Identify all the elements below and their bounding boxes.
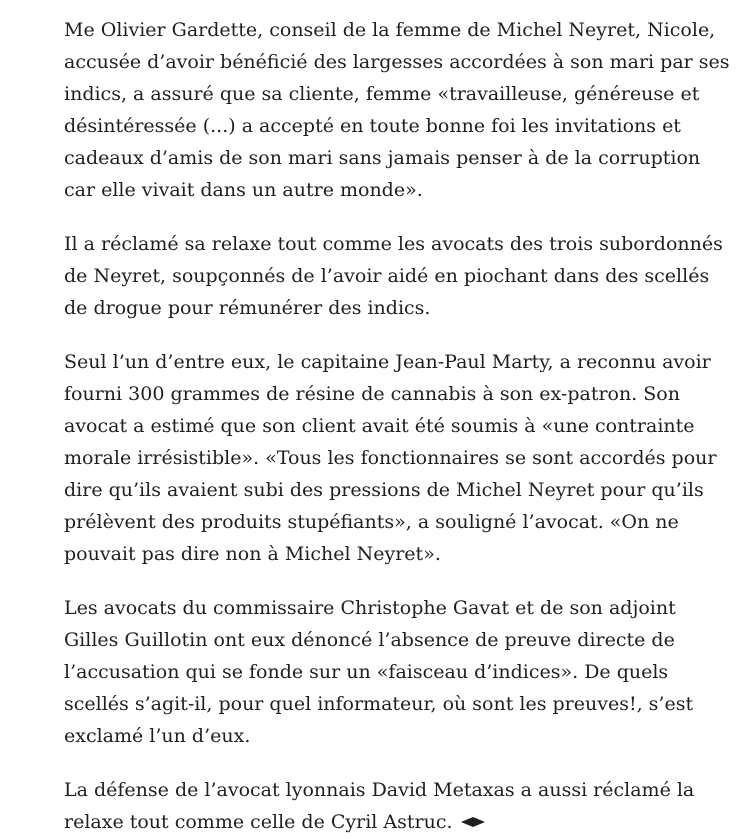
end-of-article-icon [461,805,485,837]
paragraph-5 [64,774,736,839]
paragraph-2: Il a réclamé sa relaxe tout comme les avocats des trois subordonnés de Neyret, soupçonnés de l’avoir aidé en piochant dans des scellés de drogue pour rémunérer des indics. [64,233,723,319]
paragraph-1: Me Olivier Gardette, conseil de la femme de Michel Neyret, Nicole, accusée d’avoir bénéficié des largesses accordées à son mari par ses indics, a assuré que sa cliente, femme «travailleuse, généreuse et désintéressée (...) a accepté en toute bonne foi les invitations et cadeaux d’amis de son mari sans jamais penser à de la corruption car elle vivait dans un autre monde». [64,19,730,201]
paragraph-3: Seul l’un d’entre eux, le capitaine Jean-Paul Marty, a reconnu avoir fourni 300 grammes de résine de cannabis à son ex-patron. Son avocat a estimé que son client avait été soumis à «une contrainte morale irrésistible». «Tous les fonctionnaires se sont accordés pour dire qu’ils avaient subi des pressions de Michel Neyret pour qu’ils prélèvent des produits stupéfiants», a souligné l’avocat. «On ne pouvait pas dire non à Michel Neyret». [64,351,717,565]
paragraph-5-text: La défense de l’avocat lyonnais David Metaxas a aussi réclamé la relaxe tout comme celle de Cyril Astruc. [64,779,695,833]
paragraph-4: Les avocats du commissaire Christophe Gavat et de son adjoint Gilles Guillotin ont eux dénoncé l’absence de preuve directe de l’accusation qui se fonde sur un «faisceau d’indices». De quels scellés s’agit-il, pour quel informateur, où sont les preuves!, s’est exclamé l’un d’eux. [64,597,694,747]
article-body [64,14,736,839]
